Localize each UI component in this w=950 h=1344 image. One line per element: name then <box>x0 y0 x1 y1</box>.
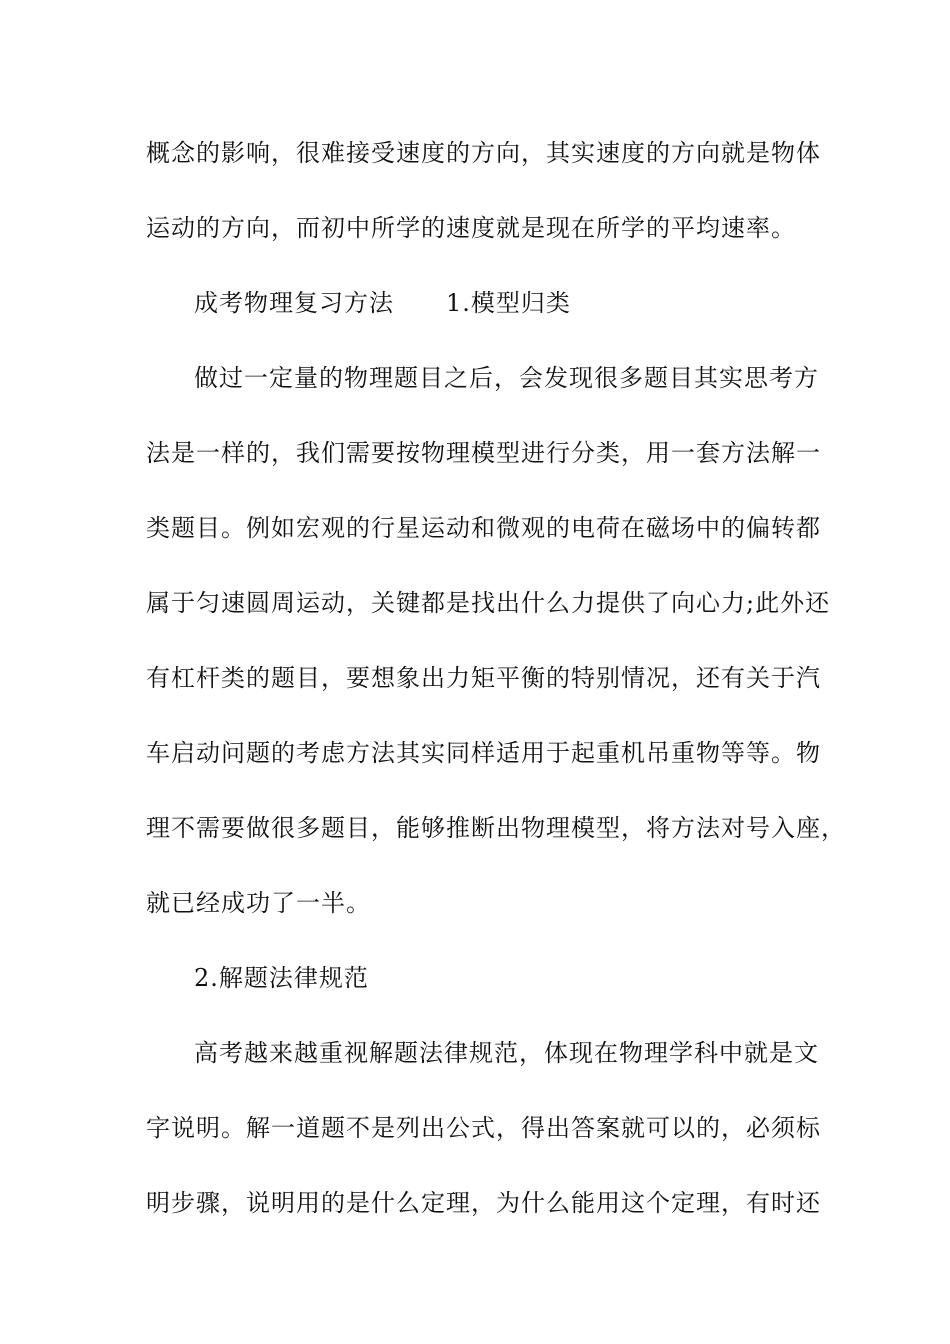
paragraph-line <box>0 358 950 398</box>
section-heading <box>0 958 950 998</box>
paragraph-line <box>0 808 950 848</box>
paragraph-line <box>0 208 950 248</box>
heading-title: 成考物理复习方法 <box>194 289 394 317</box>
text-line: 法是一样的，我们需要按物理模型进行分类，用一套方法解一 <box>146 439 821 467</box>
paragraph-line <box>0 658 950 698</box>
paragraph-line <box>0 1108 950 1148</box>
text-line: 概念的影响，很难接受速度的方向，其实速度的方向就是物体 <box>146 139 821 167</box>
text-line: 类题目。例如宏观的行星运动和微观的电荷在磁场中的偏转都 <box>146 514 821 542</box>
heading-text: 2.解题法律规范 <box>194 964 369 992</box>
text-line: 有杠杆类的题目，要想象出力矩平衡的特别情况，还有关于汽 <box>146 664 821 692</box>
paragraph-line <box>0 1033 950 1073</box>
section-heading <box>0 283 950 323</box>
text-line: 明步骤，说明用的是什么定理，为什么能用这个定理，有时还 <box>146 1189 821 1217</box>
paragraph-line <box>0 583 950 623</box>
text-line: 车启动问题的考虑方法其实同样适用于起重机吊重物等等。物 <box>146 739 821 767</box>
heading-subtitle: 1.模型归类 <box>446 289 571 317</box>
text-line: 做过一定量的物理题目之后，会发现很多题目其实思考方 <box>194 364 819 392</box>
paragraph-line <box>0 883 950 923</box>
paragraph-line <box>0 1183 950 1223</box>
paragraph-line <box>0 733 950 773</box>
paragraph-line <box>0 133 950 173</box>
text-line: 理不需要做很多题目，能够推断出物理模型，将方法对号入座， <box>146 814 846 842</box>
paragraph-line <box>0 508 950 548</box>
paragraph-line <box>0 433 950 473</box>
text-line: 运动的方向，而初中所学的速度就是现在所学的平均速率。 <box>146 214 796 242</box>
text-line: 高考越来越重视解题法律规范，体现在物理学科中就是文 <box>194 1039 819 1067</box>
text-line: 字说明。解一道题不是列出公式，得出答案就可以的，必须标 <box>146 1114 821 1142</box>
text-line: 属于匀速圆周运动，关键都是找出什么力提供了向心力;此外还 <box>146 589 831 617</box>
text-line: 就已经成功了一半。 <box>146 889 371 917</box>
